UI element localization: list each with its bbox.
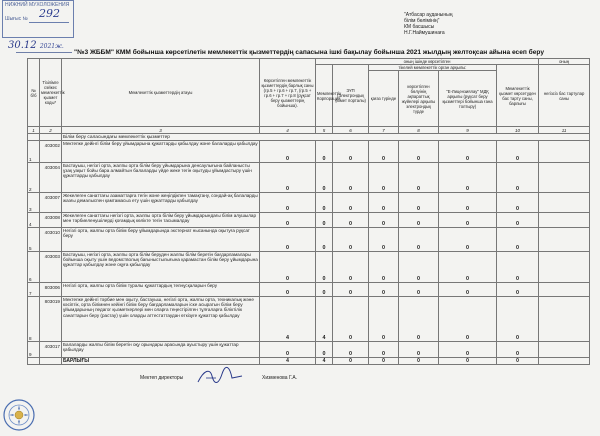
signer-label: Мектеп директоры [140, 375, 184, 381]
date-day-month: 30.12 [8, 40, 37, 51]
cell-state-corp: 4 [316, 297, 333, 342]
cell-egov: 0 [333, 213, 369, 228]
col-header-direct: тікелей мемлекеттік орган арқылы: [369, 65, 497, 71]
approval-line: "Атбасар ауданының [404, 12, 453, 18]
cell-paper: 0 [369, 283, 399, 297]
table-row [28, 283, 590, 297]
stamp-header: НИЖНИЙ МУХОЛОЖЕНИЯ [5, 2, 70, 8]
cell-total: 0 [260, 283, 316, 297]
cell-shared: 0 [399, 163, 439, 193]
total-cell: 0 [399, 358, 439, 365]
cell-total: 0 [260, 163, 316, 193]
cell-state-corp: 0 [316, 342, 333, 358]
approval-line: КМ басшысы [404, 24, 435, 30]
cell-refused: 0 [497, 283, 539, 297]
cell-total: 0 [260, 193, 316, 213]
col-header-shared: көрсетілген бөлуінің ақпараттық жүйелері арқылы электрондық түрде [399, 71, 439, 127]
service-code: 403017 [40, 342, 62, 358]
service-name: Бастауыш, негізгі орта, жалпы орта білім беру ұйымдарына денсаулығына байланысты ұзақ уақыт бойы бара алмайтын балаларды үйде жеке тегін оқытуды ұйымдастыру үшін құжаттарды қабылдау [62, 163, 260, 193]
cell-shared: 0 [399, 228, 439, 252]
cell-paper: 0 [369, 193, 399, 213]
outgoing-number-handwritten: 292 [39, 7, 60, 20]
row-number: 4 [28, 213, 40, 228]
cell-unfounded [539, 163, 590, 193]
total-cell: 0 [439, 358, 497, 365]
table-row [28, 342, 590, 358]
cell-unfounded [539, 228, 590, 252]
row-number: 7 [28, 283, 40, 297]
cell-shared: 0 [399, 141, 439, 163]
service-code: 803019 [40, 297, 62, 342]
cell-egov: 0 [333, 193, 369, 213]
cell-unfounded [539, 141, 590, 163]
col-number: 8 [399, 127, 439, 134]
service-name: Мектепке дейінгі тәрбие мен оқыту, бастауыш, негізгі орта, жалпы орта, техникалық және кәсіптік, орта білімнен кейінгі білім беру бағдарламаларын іске асыратын білім беру ұйымдарының педагог қызметкерлері мен оларға теңестірілген тұлғаларға біліктілік санаттарын беру (растау) үшін оларды аттестаттаудан өткізуге құжаттар қабылдау [62, 297, 260, 342]
col-header-including2: оның [539, 59, 590, 65]
service-code: 403010 [40, 228, 62, 252]
cell-shared: 0 [399, 213, 439, 228]
cell-paper: 0 [369, 297, 399, 342]
cell-state-corp: 0 [316, 213, 333, 228]
stamp-number-label: Шығыс № [5, 16, 28, 22]
table-row [28, 252, 590, 283]
total-cell: 4 [260, 358, 316, 365]
col-header-no: № б/б [28, 59, 40, 127]
cell-license: 0 [439, 252, 497, 283]
col-header-state-corp: Мемлекеттік Корпорация [316, 65, 333, 127]
col-header-license: "Е-Лицензиялау" МДҚ арқылы (рұқсат беру қызметтері бойынша ғана толтыру) [439, 71, 497, 127]
cell-total: 0 [260, 213, 316, 228]
service-code: 403007 [40, 193, 62, 213]
table-row [28, 141, 590, 163]
cell-egov: 0 [333, 342, 369, 358]
cell-paper: 0 [369, 342, 399, 358]
cell-egov: 0 [333, 163, 369, 193]
stamp-rule [29, 22, 69, 23]
cell-shared: 0 [399, 193, 439, 213]
col-header-including: оның ішінде көрсетілген [316, 59, 539, 65]
service-code: 803006 [40, 283, 62, 297]
cell-refused: 0 [497, 163, 539, 193]
section-row [28, 134, 590, 141]
column-number-row [28, 127, 590, 134]
service-name: Балаларды жалпы білім беретін оқу орындары арасында ауыстыру үшін құжаттар қабылдау [62, 342, 260, 358]
cell-state-corp: 0 [316, 252, 333, 283]
service-name: Бастауыш, негізгі орта, жалпы орта білім беруден жалпы білім беретін бағдарламалары бойынша оқыту үшін ведомстволық бағыныстылығына қарамастан білім беру ұйымдарына құжаттар қабылдау және оқуға қабылдау [62, 252, 260, 283]
cell-refused: 0 [497, 193, 539, 213]
cell-refused: 0 [497, 228, 539, 252]
cell-egov: 0 [333, 297, 369, 342]
cell-unfounded [539, 342, 590, 358]
col-number: 6 [333, 127, 369, 134]
col-header-refused: Мемлекеттік қызмет көрсетуден бас тарту саны, барлығы [497, 65, 539, 127]
total-label: БАРЛЫҒЫ [62, 358, 260, 365]
approval-line: Н.Г.Наймушинаға [404, 30, 445, 36]
cell-shared: 0 [399, 342, 439, 358]
col-header-unfounded: негізсіз бас тартулар саны [539, 65, 590, 127]
registration-stamp [2, 0, 74, 38]
row-number: 6 [28, 252, 40, 283]
handwritten-signature [196, 366, 244, 388]
cell-paper: 0 [369, 252, 399, 283]
date-year: 2021ж. [39, 43, 64, 50]
col-header-egov: ЭҮП (Электрондық үкімет порталы) [333, 65, 369, 127]
cell-egov: 0 [333, 283, 369, 297]
table-row [28, 213, 590, 228]
total-row [28, 358, 590, 365]
service-code: 403002 [40, 141, 62, 163]
row-number: 1 [28, 141, 40, 163]
cell-paper: 0 [369, 228, 399, 252]
total-cell: 0 [369, 358, 399, 365]
cell-shared: 0 [399, 297, 439, 342]
col-number: 3 [62, 127, 260, 134]
cell-egov: 0 [333, 141, 369, 163]
table-row [28, 297, 590, 342]
cell-state-corp: 0 [316, 141, 333, 163]
cell-license: 0 [439, 163, 497, 193]
cell-refused: 0 [497, 141, 539, 163]
row-number: 2 [28, 163, 40, 193]
total-cell: 0 [497, 358, 539, 365]
cell-total: 0 [260, 141, 316, 163]
date-underline [16, 52, 72, 53]
service-code: 403004 [40, 163, 62, 193]
col-number: 1 [28, 127, 40, 134]
cell-state-corp: 0 [316, 283, 333, 297]
cell-unfounded [539, 193, 590, 213]
row-number: 8 [28, 297, 40, 342]
date-handwritten [8, 40, 64, 51]
cell-refused: 0 [497, 252, 539, 283]
cell-license: 0 [439, 283, 497, 297]
cell-unfounded [539, 213, 590, 228]
col-number: 7 [369, 127, 399, 134]
col-number: 11 [539, 127, 590, 134]
report-table [27, 58, 590, 365]
cell-unfounded [539, 252, 590, 283]
cell-egov: 0 [333, 252, 369, 283]
service-name: Негізгі орта, жалпы орта білім беру ұйымдарында экстернат нысанында оқытуға рұқсат беру [62, 228, 260, 252]
service-code: 403003 [40, 252, 62, 283]
table-row [28, 193, 590, 213]
cell-shared: 0 [399, 252, 439, 283]
signer-name: Хизменова Г.А. [262, 375, 298, 381]
col-header-paper: қағаз түрінде [369, 71, 399, 127]
cell-state-corp: 0 [316, 193, 333, 213]
cell-paper: 0 [369, 141, 399, 163]
cell-unfounded [539, 297, 590, 342]
state-emblem-seal [2, 398, 36, 432]
cell-total: 4 [260, 297, 316, 342]
col-number: 9 [439, 127, 497, 134]
col-number: 5 [316, 127, 333, 134]
cell-paper: 0 [369, 163, 399, 193]
service-name: Мектепке дейінгі білім беру ұйымдарына құжаттарды қабылдау және балаларды қабылдау [62, 141, 260, 163]
cell-unfounded [539, 283, 590, 297]
cell-total: 0 [260, 228, 316, 252]
cell-refused: 0 [497, 297, 539, 342]
cell-license: 0 [439, 213, 497, 228]
service-code: 403008 [40, 213, 62, 228]
col-header-code: Тізілімге сәйкес мемлекеттік қызмет коды* [40, 59, 62, 127]
service-name: Жекелеген санаттағы негізгі орта, жалпы орта білім беру ұйымдарындағы білім алушылар мен тәрбиеленушілерді қоғамдық көлікте тегін тасымалдау [62, 213, 260, 228]
col-number: 10 [497, 127, 539, 134]
report-title: "№3 ЖББМ" КММ бойынша көрсетілетін мемлекеттік қызметтердің сапасына ішкі бақылау бойынша 2021 жылдың желтоқсан айына есеп беру [74, 49, 545, 56]
service-name: Жекелеген санаттағы азаматтарға тегін және жеңілдікпен тамақтану, сондай-ақ балаларды жазғы демалыспен қамтамасыз ету үшін құжаттарды қабылдау [62, 193, 260, 213]
cell-total: 0 [260, 252, 316, 283]
row-number: 5 [28, 228, 40, 252]
total-cell: 0 [333, 358, 369, 365]
table-row [28, 163, 590, 193]
approval-line: білім бөлімінің" [404, 18, 440, 24]
cell-license: 0 [439, 141, 497, 163]
col-header-total: Көрсетілген мемлекеттік қызметтердің барлық саны (гр.5 + гр.6 + гр.7, (гр.5 + гр.6 + гр.7 + гр.8 (рұқсат беру қызметтерің бойынша). [260, 59, 316, 127]
approval-block [404, 12, 453, 36]
cell-paper: 0 [369, 213, 399, 228]
section-title: Білім беру саласындағы мемлекеттік қызметтер [62, 134, 590, 141]
cell-license: 0 [439, 228, 497, 252]
cell-state-corp: 0 [316, 228, 333, 252]
cell-total: 0 [260, 342, 316, 358]
col-header-name: Мемлекеттік қызметтердің атауы [62, 59, 260, 127]
cell-license: 0 [439, 297, 497, 342]
row-number: 3 [28, 193, 40, 213]
total-cell: 4 [316, 358, 333, 365]
cell-refused: 0 [497, 342, 539, 358]
cell-license: 0 [439, 342, 497, 358]
cell-shared: 0 [399, 283, 439, 297]
cell-license: 0 [439, 193, 497, 213]
col-number: 4 [260, 127, 316, 134]
service-name: Негізгі орта, жалпы орта білім туралы құжаттардың телнұсқаларын беру [62, 283, 260, 297]
cell-refused: 0 [497, 213, 539, 228]
cell-state-corp: 0 [316, 163, 333, 193]
col-number: 2 [40, 127, 62, 134]
cell-egov: 0 [333, 228, 369, 252]
table-row [28, 228, 590, 252]
row-number: 9 [28, 342, 40, 358]
